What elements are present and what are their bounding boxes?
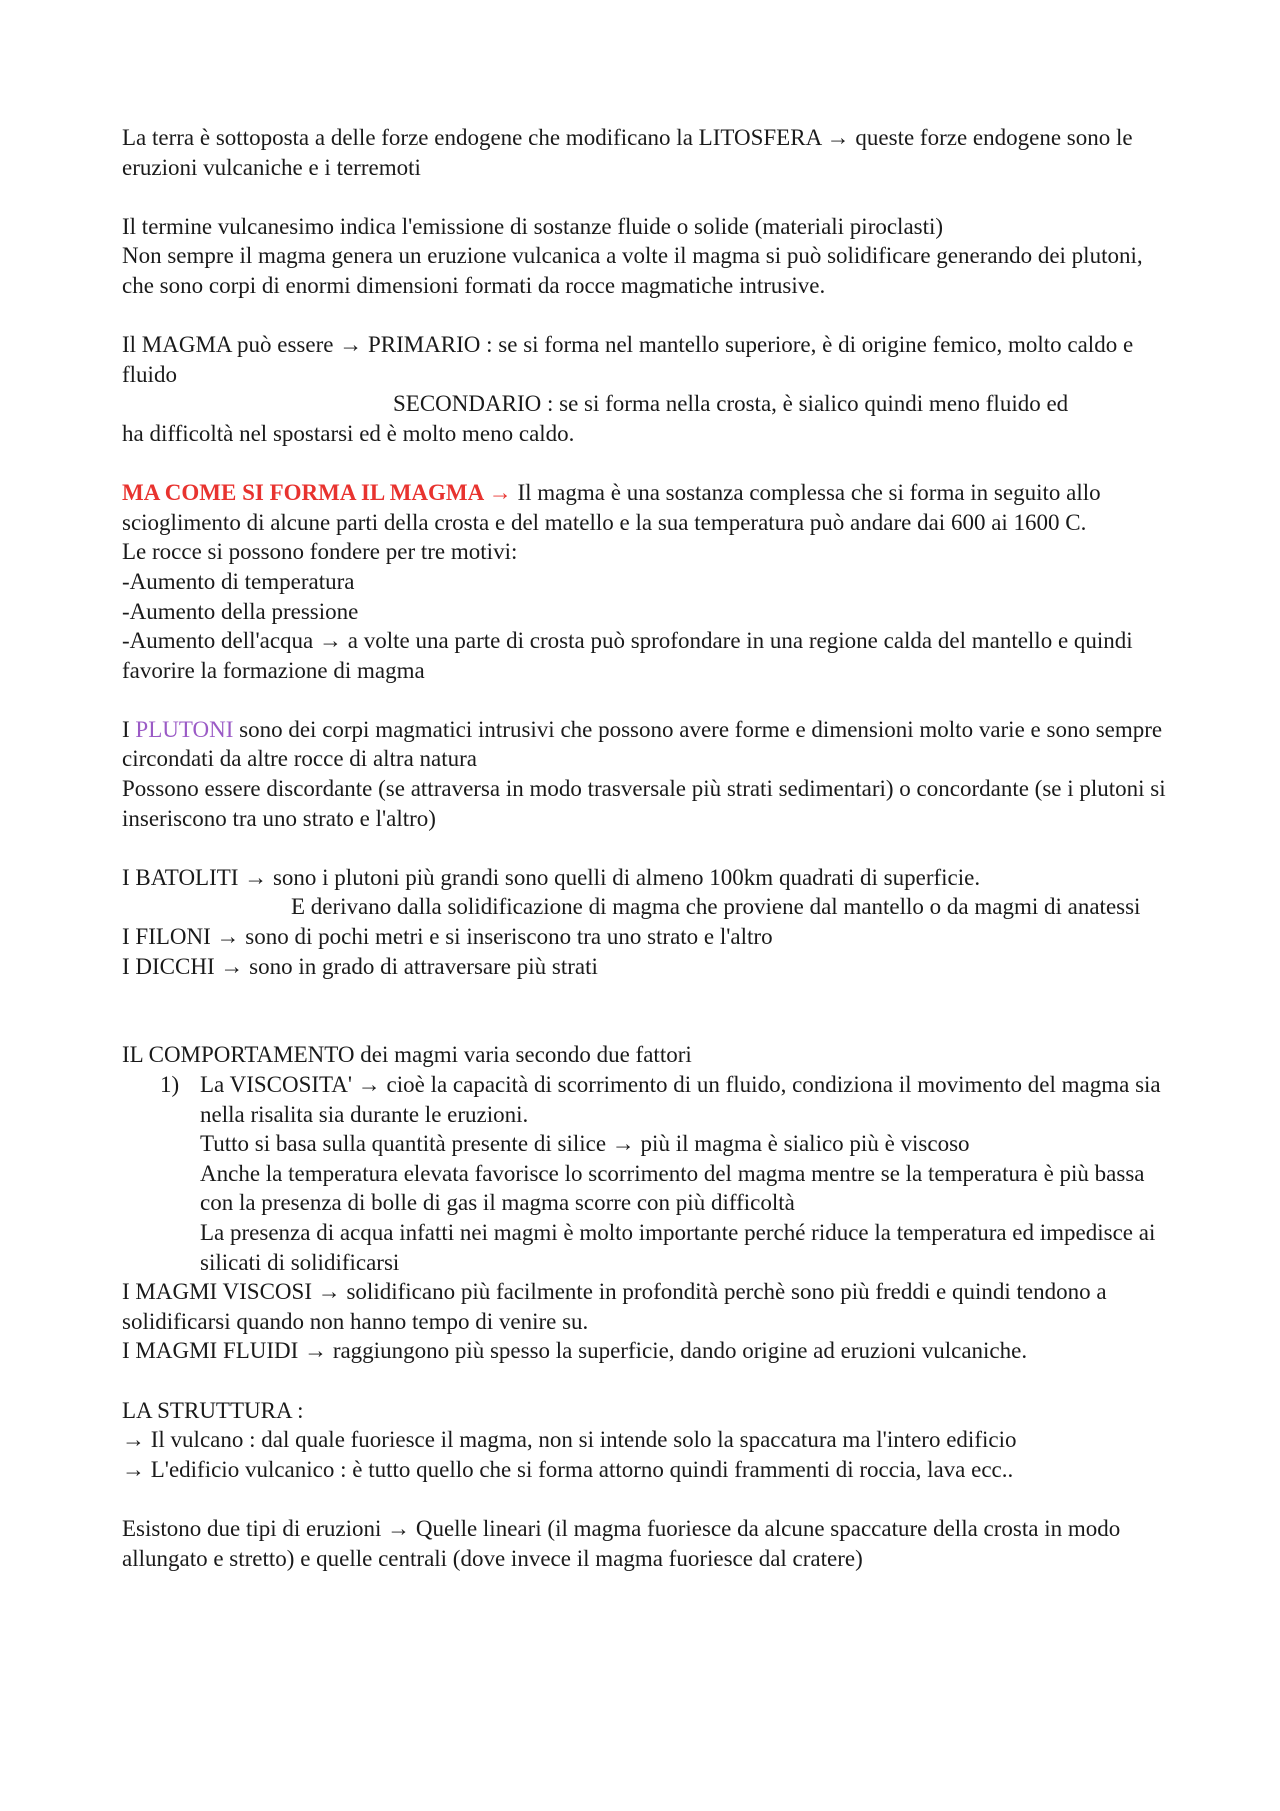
list-item-viscosita: La VISCOSITA' → cioè la capacità di scorrimento di un fluido, condiziona il movimento del magma sia nella risalita sia durante le eruzioni.	[200, 1072, 1161, 1127]
paragraph-discordante: Possono essere discordante (se attraversa in modo trasversale più strati sedimentari) o concordante (se i plutoni si inseriscono tra uno strato e l'altro)	[122, 776, 1166, 831]
list-item-acqua-magmi: La presenza di acqua infatti nei magmi è molto importante perché riduce la temperatura ed impedisce ai silicati di solidificarsi	[200, 1219, 1156, 1275]
paragraph-filoni: I FILONI → sono di pochi metri e si inseriscono tra uno strato e l'altro	[122, 924, 773, 950]
list-item-pressione: -Aumento della pressione	[122, 598, 359, 624]
paragraph-magma-secondario-cont: ha difficoltà nel spostarsi ed è molto meno caldo.	[122, 420, 575, 446]
list-item-temperatura-elevata: Anche la temperatura elevata favorisce lo scorrimento del magma mentre se la temperatura è più bassa con la presenza di bolle di gas il magma scorre con più difficoltà	[200, 1160, 1145, 1216]
section-heading-struttura: LA STRUTTURA :	[122, 1397, 304, 1423]
paragraph-fusione-motivi: Le rocce si possono fondere per tre motivi:	[122, 539, 518, 565]
paragraph-plutoni	[122, 715, 1172, 774]
paragraph-magmi-viscosi: I MAGMI VISCOSI → solidificano più facilmente in profondità perchè sono più freddi e quindi tendono a solidificarsi quando non hanno tempo di venire su.	[122, 1279, 1107, 1334]
paragraph-magma-secondario: SECONDARIO : se si forma nella crosta, è sialico quindi meno fluido ed	[393, 391, 1069, 417]
formazione-text: Il magma è una sostanza complessa che si forma in seguito allo scioglimento di alcune parti della crosta e del matello e la sua temperatura può andare dai 600 ai 1600 C.	[122, 480, 1101, 535]
paragraph-intro: La terra è sottoposta a delle forze endogene che modificano la LITOSFERA → queste forze endogene sono le eruzioni vulcaniche e i terremoti	[122, 125, 1133, 180]
numbered-list	[122, 1070, 1172, 1277]
paragraph-dicchi: I DICCHI → sono in grado di attraversare più strati	[122, 953, 598, 979]
paragraph-vulcanesimo: Il termine vulcanesimo indica l'emissione di sostanze fluide o solide (materiali piroclasti)	[122, 213, 944, 239]
paragraph-batoliti-cont: E derivano dalla solidificazione di magma che proviene dal mantello o da magmi di anatessi	[291, 894, 1141, 920]
paragraph-plutoni-intro: Non sempre il magma genera un eruzione vulcanica a volte il magma si può solidificare generando dei plutoni, che sono corpi di enormi dimensioni formati da rocce magmatiche intrusive.	[122, 243, 1143, 298]
paragraph-formazione-magma	[122, 478, 1172, 537]
term-plutoni: PLUTONI	[135, 716, 234, 742]
document-body	[122, 123, 1172, 1573]
paragraph-tipi-eruzioni: Esistono due tipi di eruzioni → Quelle lineari (il magma fuoriesce da alcune spaccature della crosta in modo allungato e stretto) e quelle centrali (dove invece il magma fuoriesce dal cratere)	[122, 1515, 1121, 1571]
plutoni-prefix: I	[122, 716, 130, 742]
paragraph-magmi-fluidi: I MAGMI FLUIDI → raggiungono più spesso la superficie, dando origine ad eruzioni vulcaniche.	[122, 1338, 1028, 1364]
list-item-silice: Tutto si basa sulla quantità presente di silice → più il magma è sialico più è viscoso	[200, 1131, 970, 1157]
list-item-temperatura: -Aumento di temperatura	[122, 568, 355, 594]
paragraph-edificio-vulcanico: → L'edificio vulcanico : è tutto quello che si forma attorno quindi frammenti di roccia, lava ecc..	[122, 1456, 1014, 1482]
paragraph-magma-primario: Il MAGMA può essere → PRIMARIO : se si forma nel mantello superiore, è di origine femico, molto caldo e fluido	[122, 332, 1134, 387]
section-heading-formazione: MA COME SI FORMA IL MAGMA →	[122, 480, 512, 506]
plutoni-text: sono dei corpi magmatici intrusivi che possono avere forme e dimensioni molto varie e sono sempre circondati da altre rocce di altra natura	[122, 716, 1163, 772]
paragraph-batoliti: I BATOLITI → sono i plutoni più grandi sono quelli di almeno 100km quadrati di superficie.	[122, 864, 981, 890]
list-number: 1)	[160, 1072, 180, 1097]
paragraph-vulcano: → Il vulcano : dal quale fuoriesce il magma, non si intende solo la spaccatura ma l'intero edificio	[122, 1427, 1017, 1453]
paragraph-comportamento: IL COMPORTAMENTO dei magmi varia secondo due fattori	[122, 1042, 692, 1068]
list-item-acqua: -Aumento dell'acqua → a volte una parte di crosta può sprofondare in una regione calda del mantello e quindi favorire la formazione di magma	[122, 628, 1133, 683]
